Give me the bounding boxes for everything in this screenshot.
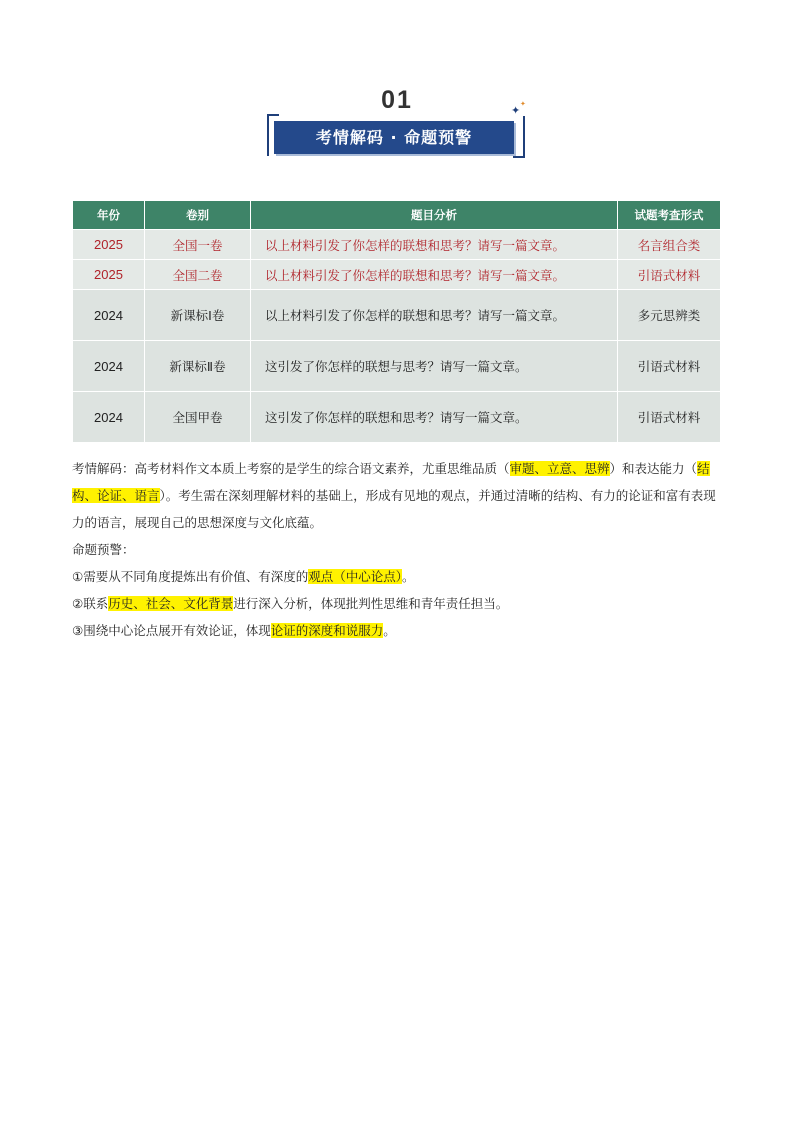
cell-question: 这引发了你怎样的联想与思考？请写一篇文章。 (251, 341, 618, 392)
warning-item-3-highlight: 论证的深度和说服力 (270, 623, 384, 638)
analysis-highlight-2: 结构、论证、语言 (72, 461, 710, 503)
cell-form: 引语式材料 (618, 260, 721, 290)
cell-paper: 全国一卷 (145, 230, 251, 260)
table-row (73, 341, 721, 392)
table-row (73, 290, 721, 341)
header-year: 年份 (73, 201, 145, 230)
cell-form: 引语式材料 (618, 392, 721, 443)
warning-label: 命题预警： (72, 542, 135, 557)
header-paper: 卷别 (145, 201, 251, 230)
sparkle-icon: ✦ (511, 104, 521, 117)
warning-item-1 (72, 563, 722, 590)
cell-paper: 新课标Ⅰ卷 (145, 290, 251, 341)
exam-table (72, 200, 721, 443)
banner-frame-right (513, 116, 525, 158)
cell-form: 引语式材料 (618, 341, 721, 392)
cell-question: 以上材料引发了你怎样的联想和思考？请写一篇文章。 (251, 230, 618, 260)
cell-year: 2024 (73, 341, 145, 392)
cell-year: 2024 (73, 290, 145, 341)
warning-item-1-highlight: 观点（中心论点） (308, 569, 402, 584)
cell-year: 2025 (73, 230, 145, 260)
cell-year: 2024 (73, 392, 145, 443)
analysis-text-3: ）。考生需在深刻理解材料的基础上，形成有见地的观点，并通过清晰的结构、有力的论证和富有表现力的语言，展现自己的思想深度与文化底蕴。 (72, 488, 716, 530)
warning-item-2-post: 进行深入分析，体现批判性思维和青年责任担当。 (233, 596, 509, 611)
analysis-text-2: ）和表达能力（ (609, 461, 698, 476)
analysis-label: 考情解码： (72, 461, 135, 476)
analysis-highlight-1: 审题、立意、思辨 (509, 461, 610, 476)
warning-item-3-post: 。 (383, 623, 396, 638)
cell-paper: 全国甲卷 (145, 392, 251, 443)
header-question: 题目分析 (251, 201, 618, 230)
warning-item-2-highlight: 历史、社会、文化背景 (108, 596, 234, 611)
table-row (73, 230, 721, 260)
warning-item-2-pre: ②联系 (72, 596, 109, 611)
section-title: 考情解码 · 命题预警 (274, 121, 514, 154)
cell-form: 多元思辨类 (618, 290, 721, 341)
cell-paper: 新课标Ⅱ卷 (145, 341, 251, 392)
cell-year: 2025 (73, 260, 145, 290)
warning-item-3-pre: ③围绕中心论点展开有效论证，体现 (72, 623, 271, 638)
cell-paper: 全国二卷 (145, 260, 251, 290)
table-header-row (73, 201, 721, 230)
cell-question: 这引发了你怎样的联想和思考？请写一篇文章。 (251, 392, 618, 443)
warning-item-3 (72, 617, 722, 644)
section-number: 01 (381, 86, 413, 114)
header-form: 试题考查形式 (618, 201, 721, 230)
warning-item-2 (72, 590, 722, 617)
analysis-text-1: 高考材料作文本质上考察的是学生的综合语文素养，尤重思维品质（ (134, 461, 510, 476)
cell-question: 以上材料引发了你怎样的联想和思考？请写一篇文章。 (251, 260, 618, 290)
sparkle-small-icon: ✦ (520, 100, 526, 108)
warning-item-1-post: 。 (401, 569, 415, 584)
analysis-paragraph (72, 455, 722, 536)
table-row (73, 392, 721, 443)
table-row (73, 260, 721, 290)
cell-form: 名言组合类 (618, 230, 721, 260)
cell-question: 以上材料引发了你怎样的联想和思考？请写一篇文章。 (251, 290, 618, 341)
body-text (72, 455, 722, 644)
warning-item-1-pre: ①需要从不同角度提炼出有价值、有深度的 (72, 569, 309, 584)
